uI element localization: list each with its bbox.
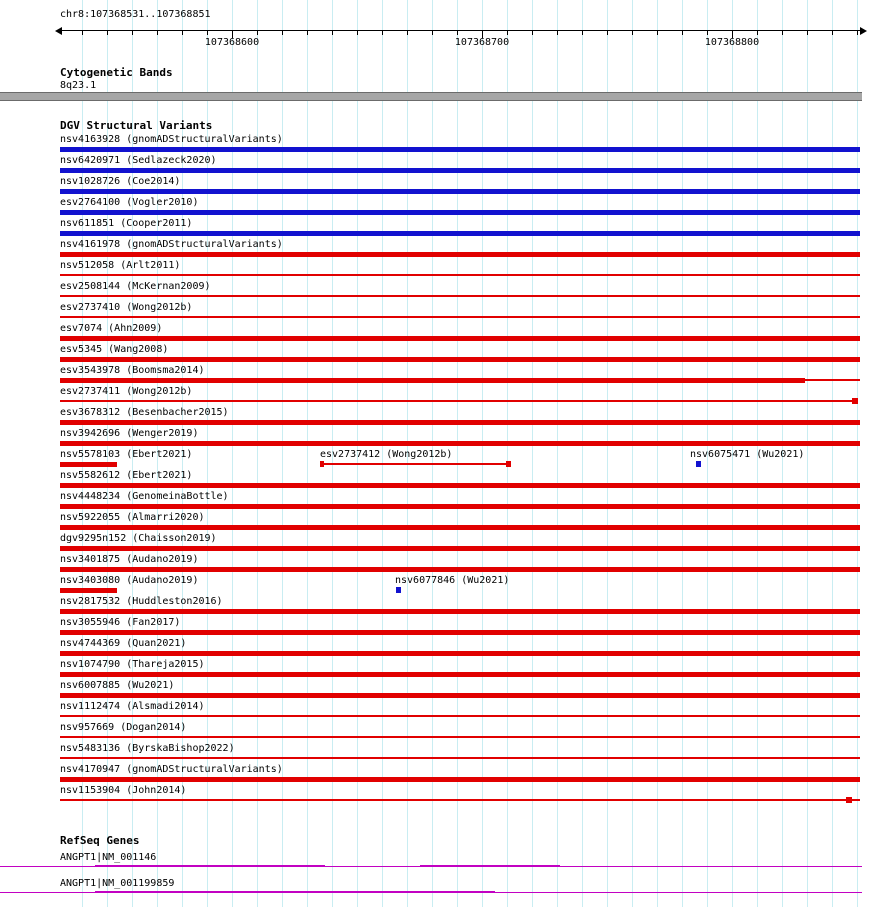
ruler-minor-tick — [857, 31, 858, 35]
variant-label[interactable]: esv7074 (Ahn2009) — [60, 323, 163, 334]
variant-bar-segment[interactable] — [60, 609, 860, 614]
variant-label[interactable]: nsv5922055 (Almarri2020) — [60, 512, 205, 523]
ruler-minor-tick — [632, 31, 633, 35]
variant-bar-segment[interactable] — [60, 378, 805, 383]
variant-bar-segment[interactable] — [60, 736, 860, 738]
variant-label[interactable]: nsv5578103 (Ebert2021) — [60, 449, 193, 460]
ruler-minor-tick — [757, 31, 758, 35]
gene-label[interactable]: ANGPT1|NM_001146 — [60, 852, 157, 863]
variant-row — [0, 344, 890, 365]
variant-row — [0, 596, 890, 617]
variant-extra-label[interactable]: nsv6077846 (Wu2021) — [395, 575, 510, 586]
variant-label[interactable]: nsv6007885 (Wu2021) — [60, 680, 175, 691]
ruler-minor-tick — [82, 31, 83, 35]
ruler-tick-label: 107368800 — [704, 37, 760, 48]
variant-bar-segment[interactable] — [60, 189, 860, 194]
ruler-minor-tick — [382, 31, 383, 35]
ruler-minor-tick — [832, 31, 833, 35]
variant-label[interactable]: nsv4448234 (GenomeinaBottle) — [60, 491, 229, 502]
variant-label[interactable]: esv5345 (Wang2008) — [60, 344, 169, 355]
variant-label[interactable]: nsv4163928 (gnomADStructuralVariants) — [60, 134, 283, 145]
ruler-left-arrow-icon — [55, 27, 62, 35]
gene-line-bump — [95, 891, 495, 892]
variant-bar-segment[interactable] — [60, 274, 860, 276]
variant-row — [0, 449, 890, 470]
variant-bar-segment[interactable] — [60, 483, 860, 488]
ruler-minor-tick — [557, 31, 558, 35]
variant-label[interactable]: nsv1112474 (Alsmadi2014) — [60, 701, 205, 712]
variant-row — [0, 281, 890, 302]
ruler-minor-tick — [282, 31, 283, 35]
variant-bar-segment[interactable] — [60, 252, 860, 257]
ruler-minor-tick — [307, 31, 308, 35]
variant-label[interactable]: esv2508144 (McKernan2009) — [60, 281, 211, 292]
variant-bar-segment[interactable] — [60, 777, 860, 782]
variant-label[interactable]: nsv2817532 (Huddleston2016) — [60, 596, 223, 607]
variant-label[interactable]: dgv9295n152 (Chaisson2019) — [60, 533, 217, 544]
ruler-line — [57, 30, 865, 31]
ruler-minor-tick — [207, 31, 208, 35]
ruler-minor-tick — [682, 31, 683, 35]
variant-label[interactable]: nsv5483136 (ByrskaBishop2022) — [60, 743, 235, 754]
variant-label[interactable]: nsv1074790 (Thareja2015) — [60, 659, 205, 670]
variant-bar-segment[interactable] — [60, 546, 860, 551]
variant-bar-segment[interactable] — [60, 504, 860, 509]
ruler-minor-tick — [707, 31, 708, 35]
gene-line-bump — [420, 865, 560, 866]
variant-bar-segment[interactable] — [60, 462, 117, 467]
gene-line[interactable] — [0, 866, 862, 867]
variant-row — [0, 134, 890, 155]
ruler-minor-tick — [507, 31, 508, 35]
ruler-minor-tick — [532, 31, 533, 35]
variant-bar-segment[interactable] — [60, 588, 117, 593]
section-title-dgv-structural-variants: DGV Structural Variants — [60, 119, 213, 132]
ruler-minor-tick — [432, 31, 433, 35]
variant-bar-segment[interactable] — [60, 168, 860, 173]
section-title-cytogenetic-bands: Cytogenetic Bands — [60, 66, 173, 79]
variant-row — [0, 155, 890, 176]
variant-label[interactable]: esv3543978 (Boomsma2014) — [60, 365, 205, 376]
ruler-minor-tick — [332, 31, 333, 35]
variant-label[interactable]: esv2764100 (Vogler2010) — [60, 197, 199, 208]
variant-row — [0, 323, 890, 344]
ruler-minor-tick — [657, 31, 658, 35]
ruler-tick-label: 107368600 — [204, 37, 260, 48]
variant-label[interactable]: nsv957669 (Dogan2014) — [60, 722, 187, 733]
variant-bar-segment[interactable] — [60, 147, 860, 152]
ruler-right-arrow-icon — [860, 27, 867, 35]
variant-row — [0, 533, 890, 554]
variant-label[interactable]: nsv3403080 (Audano2019) — [60, 575, 199, 586]
cytoband-bar[interactable] — [0, 92, 862, 101]
ruler-minor-tick — [407, 31, 408, 35]
variant-label[interactable]: nsv512058 (Arlt2011) — [60, 260, 181, 271]
variant-bar-segment[interactable] — [60, 630, 860, 635]
variant-bar-segment[interactable] — [696, 461, 701, 467]
ruler-minor-tick — [182, 31, 183, 35]
gene-row — [0, 878, 890, 904]
cytoband-name: 8q23.1 — [60, 80, 97, 91]
variant-label[interactable]: nsv611851 (Cooper2011) — [60, 218, 193, 229]
variant-label[interactable]: nsv4170947 (gnomADStructuralVariants) — [60, 764, 283, 775]
variant-bar-segment[interactable] — [60, 567, 860, 572]
variant-label[interactable]: nsv3055946 (Fan2017) — [60, 617, 181, 628]
variant-row — [0, 260, 890, 281]
section-title-refseq-genes: RefSeq Genes — [60, 834, 140, 847]
variant-bar-segment[interactable] — [60, 295, 860, 297]
variant-row — [0, 743, 890, 764]
variant-row — [0, 722, 890, 743]
variant-bar-segment[interactable] — [60, 400, 858, 402]
variant-row — [0, 491, 890, 512]
variant-label[interactable]: nsv1028726 (Coe2014) — [60, 176, 181, 187]
variant-row — [0, 302, 890, 323]
ruler-minor-tick — [607, 31, 608, 35]
variant-bar-segment[interactable] — [60, 757, 860, 759]
variant-row — [0, 176, 890, 197]
variant-bar-segment[interactable] — [60, 715, 860, 717]
variant-bar-segment[interactable] — [60, 231, 860, 236]
ruler-minor-tick — [582, 31, 583, 35]
ruler-tick-label: 107368700 — [454, 37, 510, 48]
ruler-minor-tick — [457, 31, 458, 35]
variant-row — [0, 638, 890, 659]
variant-label[interactable]: nsv6420971 (Sedlazeck2020) — [60, 155, 217, 166]
variant-row — [0, 365, 890, 386]
variant-bar-segment[interactable] — [322, 463, 508, 465]
variant-row — [0, 470, 890, 491]
variant-label[interactable]: nsv3401875 (Audano2019) — [60, 554, 199, 565]
variant-label[interactable]: nsv5582612 (Ebert2021) — [60, 470, 193, 481]
variant-row — [0, 428, 890, 449]
variant-label[interactable]: nsv3942696 (Wenger2019) — [60, 428, 199, 439]
ruler-minor-tick — [357, 31, 358, 35]
variant-row — [0, 575, 890, 596]
variant-row — [0, 197, 890, 218]
ruler-minor-tick — [782, 31, 783, 35]
ruler-minor-tick — [807, 31, 808, 35]
variant-row — [0, 407, 890, 428]
variant-label[interactable]: esv2737411 (Wong2012b) — [60, 386, 193, 397]
variant-label[interactable]: esv3678312 (Besenbacher2015) — [60, 407, 229, 418]
variant-bar-segment[interactable] — [60, 420, 860, 425]
variant-bar-segment[interactable] — [60, 693, 860, 698]
variant-label[interactable]: esv2737410 (Wong2012b) — [60, 302, 193, 313]
variant-extra-label[interactable]: nsv6075471 (Wu2021) — [690, 449, 805, 460]
variant-bar-segment[interactable] — [60, 357, 860, 362]
gene-row — [0, 852, 890, 878]
variant-bar-segment[interactable] — [60, 210, 860, 215]
variant-label[interactable]: nsv4744369 (Quan2021) — [60, 638, 187, 649]
variant-bar-segment[interactable] — [60, 525, 860, 530]
variant-bar-segment[interactable] — [60, 336, 860, 341]
variant-bar-segment[interactable] — [60, 316, 860, 318]
variant-extra-label[interactable]: esv2737412 (Wong2012b) — [320, 449, 453, 460]
gene-line[interactable] — [0, 892, 862, 893]
ruler-minor-tick — [157, 31, 158, 35]
region-coordinates-label: chr8:107368531..107368851 — [60, 9, 211, 20]
variant-row — [0, 239, 890, 260]
variant-bar-segment[interactable] — [506, 461, 511, 467]
variant-bar-segment[interactable] — [396, 587, 401, 593]
variant-row — [0, 659, 890, 680]
variant-label[interactable]: nsv1153904 (John2014) — [60, 785, 187, 796]
variant-bar-segment[interactable] — [805, 379, 860, 381]
gene-label[interactable]: ANGPT1|NM_001199859 — [60, 878, 175, 889]
variant-bar-segment[interactable] — [60, 799, 860, 801]
variant-row — [0, 386, 890, 407]
variant-bar-segment[interactable] — [852, 398, 858, 404]
ruler-minor-tick — [132, 31, 133, 35]
variant-bar-segment[interactable] — [846, 797, 852, 803]
variant-row — [0, 680, 890, 701]
variant-row — [0, 554, 890, 575]
ruler-minor-tick — [107, 31, 108, 35]
ruler-minor-tick — [257, 31, 258, 35]
variant-bar-segment[interactable] — [60, 441, 860, 446]
variant-row — [0, 218, 890, 239]
variant-row — [0, 512, 890, 533]
variant-row — [0, 785, 890, 806]
variant-row — [0, 617, 890, 638]
variant-bar-segment[interactable] — [60, 651, 860, 656]
variant-row — [0, 764, 890, 785]
variant-bar-segment[interactable] — [60, 672, 860, 677]
variant-row — [0, 701, 890, 722]
gene-line-bump — [95, 865, 325, 866]
variant-label[interactable]: nsv4161978 (gnomADStructuralVariants) — [60, 239, 283, 250]
